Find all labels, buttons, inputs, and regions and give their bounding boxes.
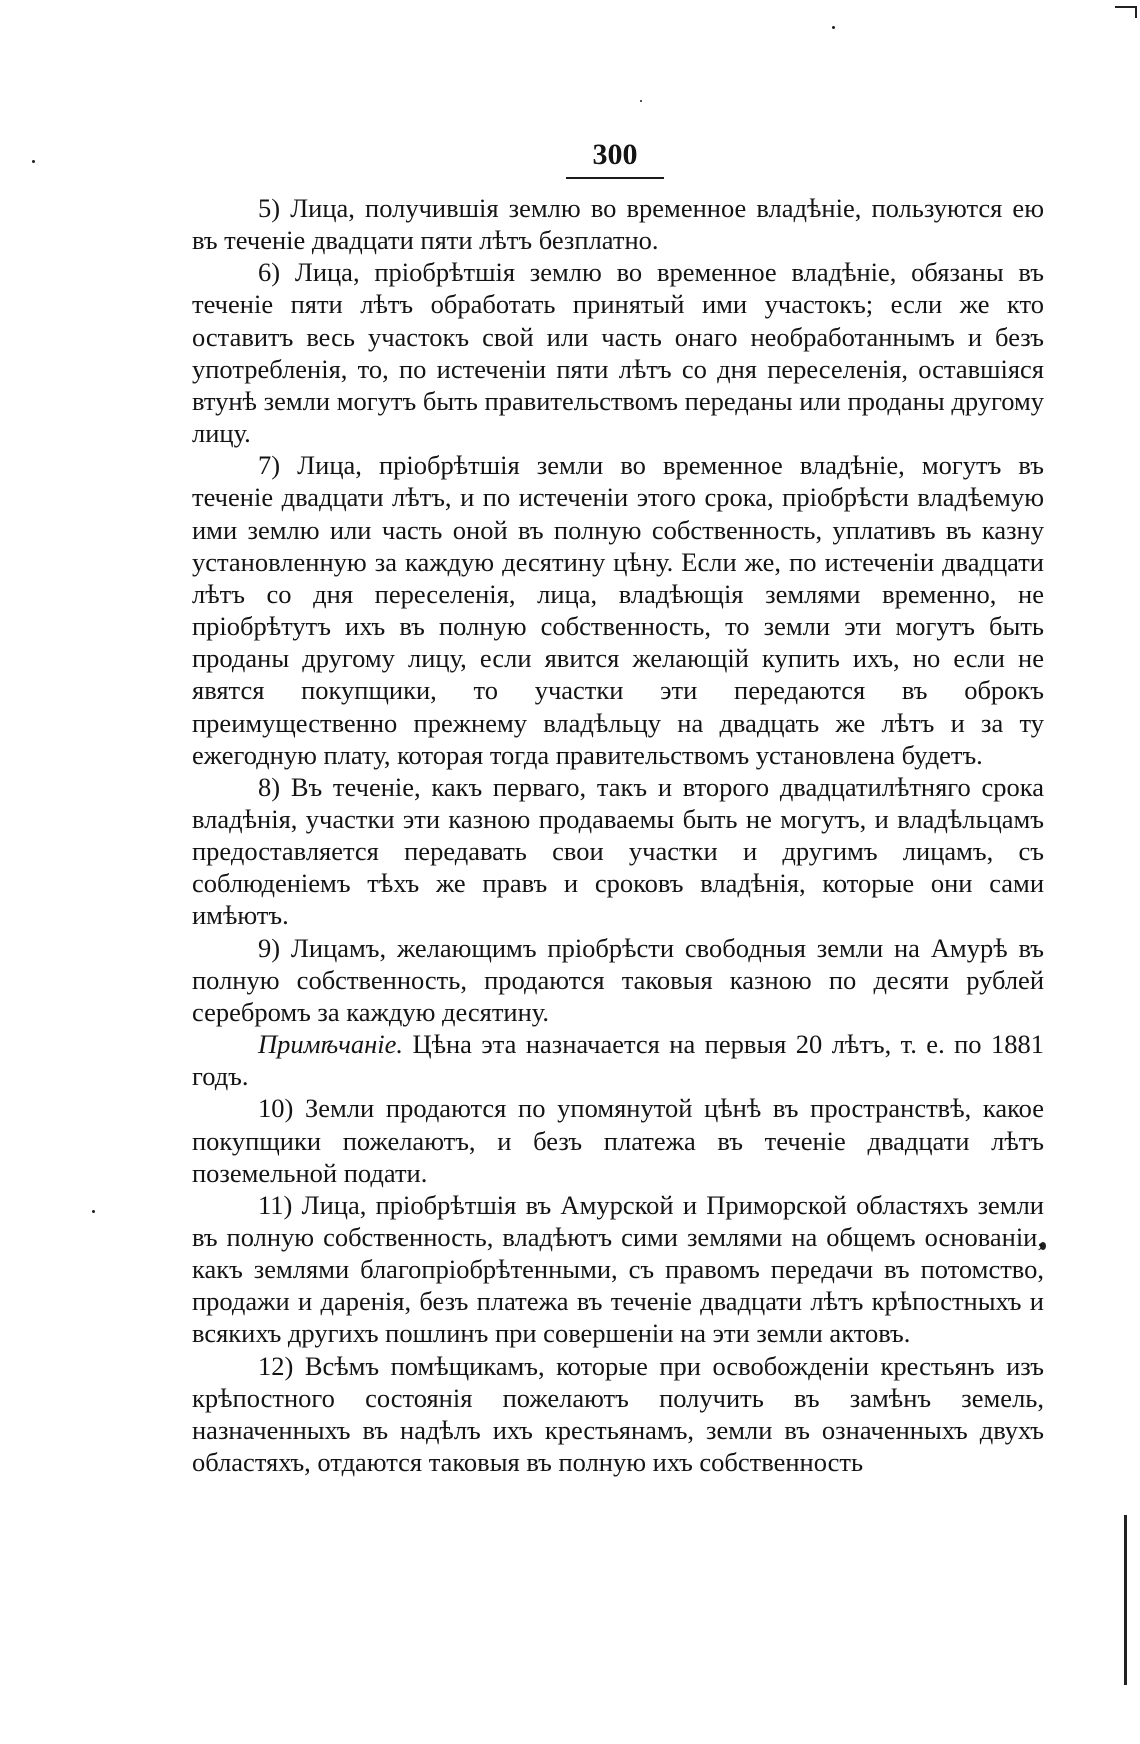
- scan-speck: [640, 100, 642, 102]
- text-body: [192, 192, 1044, 1478]
- scan-speck: [92, 1210, 95, 1213]
- scan-edge-mark: [1115, 6, 1137, 8]
- paragraph-9: 9) Лицамъ, желающимъ пріобрѣсти свободныя земли на Амурѣ въ полную собственность, продаются таковыя казною по десяти рублей серебромъ за каждую десятину.: [192, 932, 1044, 1027]
- paragraph-10: 10) Земли продаются по упомянутой цѣнѣ въ пространствѣ, какое покупщики пожелаютъ, и безъ платежа въ теченіе двадцати лѣтъ поземельной подати.: [192, 1093, 1044, 1188]
- page-number-rule: [566, 177, 664, 179]
- paragraph-5: 5) Лица, получившія землю во временное владѣніе, пользуются ею въ теченіе двадцати пяти лѣтъ безплатно.: [192, 193, 1044, 256]
- page-number: 300: [592, 138, 638, 171]
- scan-speck: [832, 26, 835, 29]
- paragraph-11: 11) Лица, пріобрѣтшія въ Амурской и Приморской областяхъ земли въ полную собственность, владѣютъ сими землями на общемъ основаніи, какъ землями благопріобрѣтенными, съ правомъ передачи въ потомство, продажи и даренія, безъ платежа въ теченіе двадцати лѣтъ крѣпостныхъ и всякихъ другихъ пошлинъ при совершеніи на эти земли актовъ.: [192, 1189, 1044, 1349]
- paragraph-6: 6) Лица, пріобрѣтшія землю во временное владѣніе, обязаны въ теченіе пяти лѣтъ обработать принятый ими участокъ; если же кто оставитъ весь участокъ свой или часть онаго необработаннымъ и безъ употребленія, то, по истеченіи пяти лѣтъ со дня переселенія, оставшіяся втунѣ земли могутъ быть правительствомъ переданы или проданы другому лицу.: [192, 257, 1044, 449]
- paragraph-7: 7) Лица, пріобрѣтшія земли во временное владѣніе, могутъ въ теченіе двадцати лѣтъ, и по истеченіи этого срока, пріобрѣсти владѣемую ими землю или часть оной въ полную собственность, уплативъ въ казну установленную за каждую десятину цѣну. Если же, по истеченіи двадцати лѣтъ со дня переселенія, лица, владѣющія землями временно, не пріобрѣтутъ ихъ въ полную собственность, то земли эти могутъ быть проданы другому лицу, если явится желающій купить ихъ, но если не явятся покупщики, то участки эти передаются въ оброкъ преимущественно прежнему владѣльцу на двадцать же лѣтъ и за ту ежегодную плату, которая тогда правительствомъ установлена будетъ.: [192, 450, 1044, 770]
- paragraph-8: 8) Въ теченіе, какъ перваго, такъ и второго двадцатилѣтняго срока владѣнія, участки эти казною продаваемы быть не могутъ, и владѣльцамъ предоставляется передавать свои участки и другимъ лицамъ, съ соблюденіемъ тѣхъ же правъ и сроковъ владѣнія, которые они сами имѣютъ.: [192, 771, 1044, 931]
- note-label: Примѣчаніе.: [258, 1029, 404, 1060]
- scan-edge-mark: [1124, 1515, 1127, 1685]
- scan-speck: [32, 160, 35, 163]
- note-paragraph: [192, 1028, 1044, 1092]
- note-text: Цѣна эта назначается на первыя 20 лѣтъ, т. е. по 1881 годъ.: [192, 1029, 1044, 1092]
- paragraph-12: 12) Всѣмъ помѣщикамъ, которые при освобожденіи крестьянъ изъ крѣпостного состоянія пожелаютъ получить въ замѣнъ земель, назначенныхъ въ надѣлъ ихъ крестьянамъ, земли въ означенныхъ двухъ областяхъ, отдаются таковыя въ полную ихъ собственность: [192, 1350, 1044, 1478]
- scan-edge-mark: [1135, 6, 1137, 18]
